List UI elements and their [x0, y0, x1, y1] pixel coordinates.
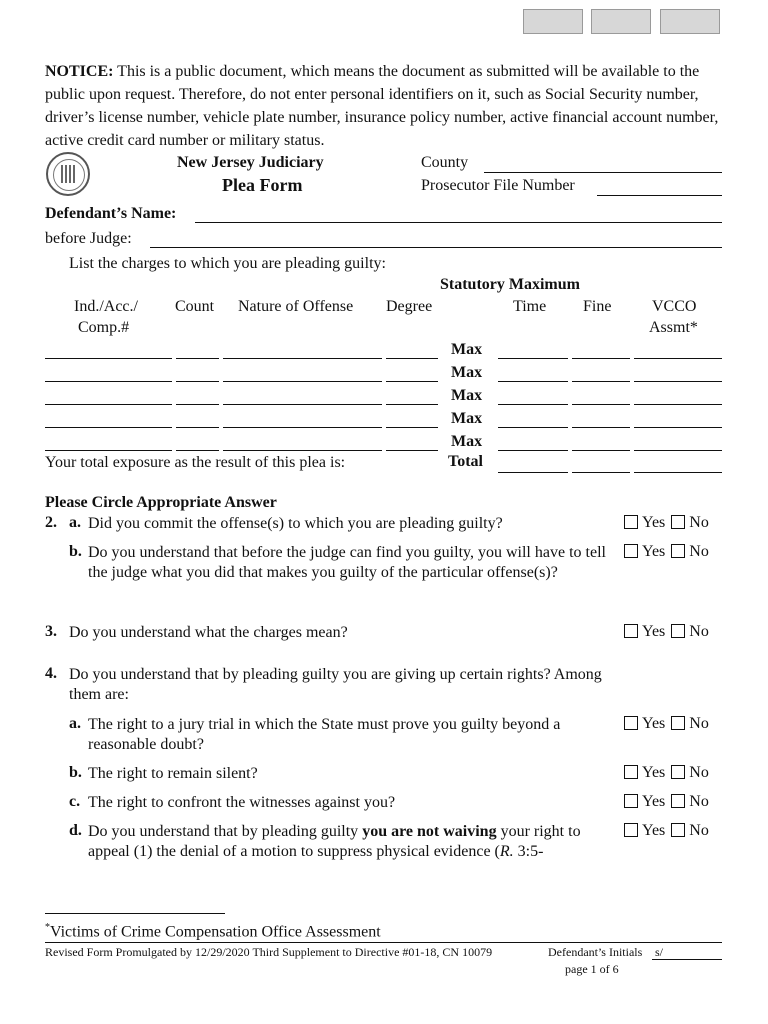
county-field[interactable] [484, 172, 722, 173]
q4a-no-checkbox[interactable] [671, 716, 685, 730]
q2a-letter: a. [69, 514, 81, 531]
county-label: County [421, 154, 469, 171]
form-title: Plea Form [222, 175, 303, 195]
initials-field[interactable] [652, 959, 722, 960]
total-fine-field[interactable] [572, 472, 630, 473]
charge-row-4-nature-field[interactable] [223, 427, 382, 428]
notice-label: NOTICE: [45, 63, 114, 80]
col-nature-of-offense: Nature of Offense [238, 298, 354, 315]
total-time-field[interactable] [498, 472, 568, 473]
col-vcco-assmt: Assmt* [649, 319, 698, 336]
charge-row-4-vcco-field[interactable] [634, 427, 722, 428]
col-vcco: VCCO [652, 298, 697, 315]
col-count: Count [175, 298, 215, 315]
q2b-no-checkbox[interactable] [671, 544, 685, 558]
judge-field[interactable] [150, 247, 722, 248]
org-name: New Jersey Judiciary [177, 154, 324, 171]
footer-rule [45, 942, 722, 943]
q2b-letter: b. [69, 543, 82, 560]
prosecutor-file-field[interactable] [597, 195, 722, 196]
footnote-divider [45, 913, 225, 914]
q4c-answers: Yes No [624, 793, 709, 811]
col-fine: Fine [583, 298, 612, 315]
q2b-answers: Yes No [624, 543, 709, 561]
page-number: page 1 of 6 [565, 962, 619, 976]
charge-row-1-fine-field[interactable] [572, 358, 630, 359]
judiciary-seal-icon [46, 152, 90, 196]
section-title: Please Circle Appropriate Answer [45, 494, 277, 511]
charge-row-5-vcco-field[interactable] [634, 450, 722, 451]
charge-row-5-nature-field[interactable] [223, 450, 382, 451]
charge-row-4-fine-field[interactable] [572, 427, 630, 428]
defendant-name-field[interactable] [195, 222, 722, 223]
q4d-no-checkbox[interactable] [671, 823, 685, 837]
q4b-text: The right to remain silent? [88, 765, 258, 782]
q2b-text: Do you understand that before the judge can find you guilty, you will have to tell the judge what you did that makes you guilty of the particular offense(s)? [88, 544, 606, 581]
q4b-no-checkbox[interactable] [671, 765, 685, 779]
charge-row-1-max-label: Max [451, 341, 483, 358]
charge-row-3-count-field[interactable] [176, 404, 219, 405]
judge-label: before Judge: [45, 230, 132, 247]
charge-row-3-max-label: Max [451, 387, 483, 404]
q4a-yes-checkbox[interactable] [624, 716, 638, 730]
charge-row-3-fine-field[interactable] [572, 404, 630, 405]
charge-row-5-time-field[interactable] [498, 450, 568, 451]
q3-no-checkbox[interactable] [671, 624, 685, 638]
q4b-yes-checkbox[interactable] [624, 765, 638, 779]
q4c-no-checkbox[interactable] [671, 794, 685, 808]
defendant-name-label: Defendant’s Name: [45, 205, 177, 222]
q3-yes-checkbox[interactable] [624, 624, 638, 638]
notice-text: This is a public document, which means the document as submitted will be available to the public upon request. Therefore, do not enter personal identifiers on it, such as Social Security number, driver’s license number, vehicle plate number, insurance policy number, active financial account number, active credit card number or military status. [45, 63, 719, 149]
col-comp: Comp.# [78, 319, 130, 336]
charge-row-5-max-label: Max [451, 433, 483, 450]
charge-row-2-degree-field[interactable] [386, 381, 438, 382]
q2a-yes-checkbox[interactable] [624, 515, 638, 529]
charge-row-1-vcco-field[interactable] [634, 358, 722, 359]
prosecutor-file-label: Prosecutor File Number [421, 177, 575, 194]
q4d-letter: d. [69, 822, 82, 839]
charge-row-2-fine-field[interactable] [572, 381, 630, 382]
charge-row-2-time-field[interactable] [498, 381, 568, 382]
charge-row-5-degree-field[interactable] [386, 450, 438, 451]
charge-row-1-degree-field[interactable] [386, 358, 438, 359]
q4b-letter: b. [69, 764, 82, 781]
q3-answers: Yes No [624, 623, 709, 641]
toolbar-button-3[interactable] [660, 9, 720, 34]
col-ind-acc: Ind./Acc./ [74, 298, 138, 315]
q4c-text: The right to confront the witnesses against you? [88, 794, 396, 811]
q4d-answers: Yes No [624, 822, 709, 840]
q3-number: 3. [45, 623, 57, 640]
charge-row-1-time-field[interactable] [498, 358, 568, 359]
charge-row-4-degree-field[interactable] [386, 427, 438, 428]
q2-number: 2. [45, 514, 57, 531]
total-exposure-text: Your total exposure as the result of this plea is: [45, 454, 346, 471]
toolbar-button-1[interactable] [523, 9, 583, 34]
charge-row-4-count-field[interactable] [176, 427, 219, 428]
charge-row-2-max-label: Max [451, 364, 483, 381]
total-vcco-field[interactable] [634, 472, 722, 473]
charge-row-2-nature-field[interactable] [223, 381, 382, 382]
q4d-yes-checkbox[interactable] [624, 823, 638, 837]
q4c-yes-checkbox[interactable] [624, 794, 638, 808]
q4-text: Do you understand that by pleading guilty you are giving up certain rights? Among them are: [69, 666, 602, 703]
charge-row-5-ind-field[interactable] [45, 450, 172, 451]
col-time: Time [513, 298, 547, 315]
charge-row-1-count-field[interactable] [176, 358, 219, 359]
q2a-text: Did you commit the offense(s) to which you are pleading guilty? [88, 515, 503, 532]
charge-row-4-time-field[interactable] [498, 427, 568, 428]
charge-row-4-max-label: Max [451, 410, 483, 427]
charge-row-3-nature-field[interactable] [223, 404, 382, 405]
charge-row-3-degree-field[interactable] [386, 404, 438, 405]
q3-text: Do you understand what the charges mean? [69, 624, 348, 641]
q4b-answers: Yes No [624, 764, 709, 782]
q4a-text: The right to a jury trial in which the State must prove you guilty beyond a reasonable doubt? [88, 716, 561, 753]
charge-row-2-vcco-field[interactable] [634, 381, 722, 382]
q4c-letter: c. [69, 793, 81, 810]
initials-label: Defendant’s Initials [548, 945, 643, 959]
q2a-answers: Yes No [624, 514, 709, 532]
total-label: Total [448, 453, 483, 470]
toolbar-button-2[interactable] [591, 9, 651, 34]
charge-row-1-nature-field[interactable] [223, 358, 382, 359]
q4-number: 4. [45, 665, 57, 682]
charge-row-5-count-field[interactable] [176, 450, 219, 451]
revised-note: Revised Form Promulgated by 12/29/2020 Third Supplement to Directive #01-18, CN 10079 [45, 945, 493, 959]
charge-row-1-ind-field[interactable] [45, 358, 172, 359]
charges-intro: List the charges to which you are pleading guilty: [69, 255, 386, 272]
statutory-maximum-heading: Statutory Maximum [440, 276, 580, 293]
footnote: *Victims of Crime Compensation Office Assessment [45, 922, 381, 941]
initials-value[interactable]: s/ [655, 945, 664, 959]
charge-row-4-ind-field[interactable] [45, 427, 172, 428]
q2b-yes-checkbox[interactable] [624, 544, 638, 558]
charge-row-2-ind-field[interactable] [45, 381, 172, 382]
charge-row-3-ind-field[interactable] [45, 404, 172, 405]
q4a-letter: a. [69, 715, 81, 732]
charge-row-3-vcco-field[interactable] [634, 404, 722, 405]
charge-row-2-count-field[interactable] [176, 381, 219, 382]
q4a-answers: Yes No [624, 715, 709, 733]
charge-row-3-time-field[interactable] [498, 404, 568, 405]
col-degree: Degree [386, 298, 433, 315]
q2a-no-checkbox[interactable] [671, 515, 685, 529]
q4d-text: Do you understand that by pleading guilty you are not waiving your right to appeal (1) the denial of a motion to suppress physical evidence (R. 3:5- [88, 823, 581, 860]
notice-paragraph [45, 60, 735, 152]
charge-row-5-fine-field[interactable] [572, 450, 630, 451]
